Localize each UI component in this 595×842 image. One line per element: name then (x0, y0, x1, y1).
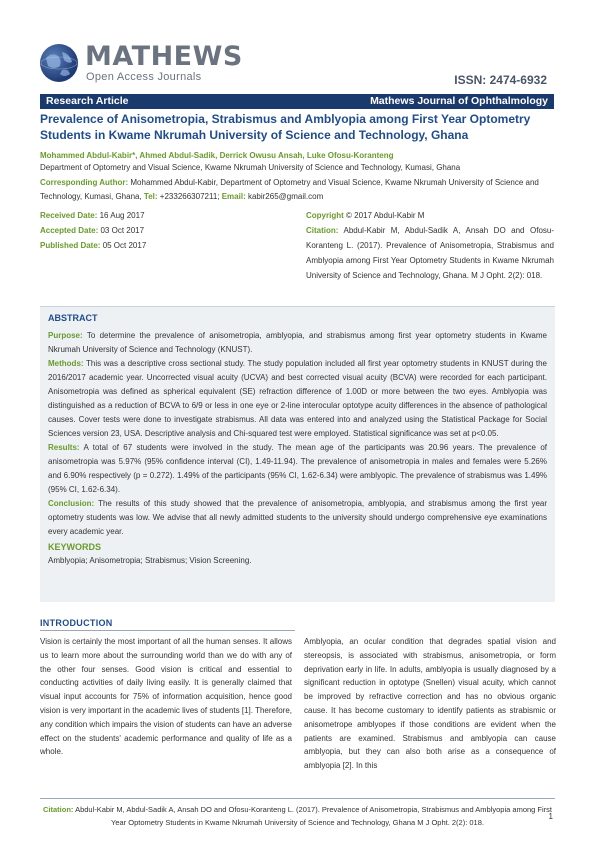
article-type: Research Article (46, 95, 129, 107)
purpose-label: Purpose: (48, 331, 83, 340)
copyright-citation-block (306, 208, 554, 283)
received-label: Received Date: (40, 211, 98, 220)
results-label: Results: (48, 443, 80, 452)
citation-line (306, 223, 554, 283)
received-date (40, 208, 300, 223)
abstract-methods (48, 357, 547, 441)
journal-name: Mathews Journal of Ophthalmology (370, 95, 548, 107)
tel-value: +233266307211 (159, 192, 218, 201)
introduction-column-1: Vision is certainly the most important of all the human senses. It allows us to learn more about the surrounding world than we do with any of the other four senses. Good vision is critical and essential to conducting activities of daily living easily. It is generally claimed that visual input accounts for 75% of information acquisition, hence good vision is very important in the academic lives of students [1]. Therefore, any condition which impairs the vision of students can have an adverse effect on the students' academic performance and quality of life as a whole. (40, 637, 292, 757)
conclusion-label: Conclusion: (48, 499, 95, 508)
introduction-heading: INTRODUCTION (40, 618, 295, 631)
abstract-conclusion (48, 497, 547, 539)
article-type-bar (40, 94, 554, 109)
methods-label: Methods: (48, 359, 84, 368)
corresponding-text: Mohammed Abdul-Kabir, Department of Optometry and Visual Science, Kwame Nkrumah University of Science and Technology, Kumasi, Ghana, (40, 178, 539, 201)
published-date (40, 238, 300, 253)
keywords-heading: KEYWORDS (48, 542, 102, 552)
published-value: 05 Oct 2017 (102, 241, 147, 250)
abstract-box (40, 306, 555, 602)
footer-citation-label: Citation: (42, 805, 74, 814)
abstract-heading: ABSTRACT (48, 313, 98, 323)
author-list: Mohammed Abdul-Kabir*, Ahmed Abdul-Sadik, Derrick Owusu Ansah, Luke Ofosu-Koranteng (40, 151, 394, 160)
journal-logo (40, 41, 243, 83)
citation-label: Citation: (306, 226, 339, 235)
methods-text: This was a descriptive cross sectional study. The study population included all first year optometry students in KNUST during the 2016/2017 academic year. Uncorrected visual acuity (UCVA) and best corrected visual acuity (BCVA) were recorded for each participant. Anisometropia was defined as spherical equivalent (SE) refraction difference of 1.00D or more between the two eyes. Amblyopia was distinguished as a reduction of BCVA to 6/9 or less in one eye or 2-line interocular optotype acuity differences in the absence of pathological causes. Cover tests were done to investigate strabismus. All data was entered into and analyzed using the Statistical Package for Social Sciences version 23, USA. Descriptive analysis and Chi-squared test were employed. Statistical significance was set at p<0.05. (48, 359, 548, 438)
keywords-list: Amblyopia; Anisometropia; Strabismus; Vision Screening. (48, 556, 252, 565)
abstract-purpose (48, 329, 547, 357)
purpose-text: To determine the prevalence of anisometropia, amblyopia, and strabismus among first year optometry students in Kwame Nkrumah University of Science and Technology (KNUST). (48, 331, 547, 354)
dates-block (40, 208, 300, 253)
published-label: Published Date: (40, 241, 101, 250)
logo-name: MATHEWS (85, 41, 243, 72)
globe-logo-icon (40, 44, 78, 82)
tel-label: Tel: (143, 192, 158, 201)
introduction-column-2: Amblyopia, an ocular condition that degrades spatial vision and stereopsis, is associated with strabismus, anisometropia, or form deprivation early in life. In adults, amblyopia is usually diagnosed by a significant reduction in optotype (Snellen) visual acuity, which cannot be improved by refractive correction and has no obvious organic cause. It has become customary to identify patients as strabismic or anisometrope amblyopes if those conditions are evident when the patients are examined. Strabismus and amblyopia can cause amblyopia, but they can also both arise as a consequence of amblyopia [2]. In this (304, 637, 556, 771)
issn: ISSN: 2474-6932 (454, 73, 547, 87)
logo-tagline: Open Access Journals (86, 71, 202, 83)
email-label: Email: (221, 192, 246, 201)
results-text: A total of 67 students were involved in the study. The mean age of the participants was 20.96 years. The prevalence of anisometropia was 5.97% (95% confidence interval (CI), 1.49-11.94). The prevalence of anisometropia in males and females were 5.26% and 6.90% respectively (p = 0.272). 1.49% of the participants (95% CI, 1.62-6.34) were amblyopic. The prevalence of strabismus was 1.49% (95% CI, 1.62-6.34). (48, 443, 548, 494)
abstract-results (48, 441, 547, 497)
affiliation: Department of Optometry and Visual Science, Kwame Nkrumah University of Science and Technology, Kumasi, Ghana (40, 163, 461, 172)
accepted-value: 03 Oct 2017 (100, 226, 145, 235)
email-link[interactable]: kabir265@gmail.com (247, 192, 324, 201)
footer-citation-text: Abdul-Kabir M, Abdul-Sadik A, Ansah DO and Ofosu-Koranteng L. (2017). Prevalence of Anisometropia, Strabismus and Amblyopia among First Year Optometry Students in Kwame Nkrumah University of Science and Technology, Ghana M J Opht. 2(2): 018. (75, 805, 552, 827)
corresponding-author: Corresponding Author: Mohammed Abdul-Kabir, Department of Optometry and Visual Science, Kwame Nkrumah University of Science and Technology, Kumasi, Ghana, Tel: +233266307211; Email: kabir265@gmail.com (40, 178, 539, 201)
corresponding-label: Corresponding Author: (40, 178, 129, 187)
page-number: 1 (548, 812, 553, 821)
article-title: Prevalence of Anisometropia, Strabismus and Amblyopia among First Year Optometry Students in Kwame Nkrumah University of Science and Technology, Ghana (40, 112, 531, 142)
received-value: 16 Aug 2017 (99, 211, 145, 220)
citation-text: Abdul-Kabir M, Abdul-Sadik A, Ansah DO and Ofosu-Koranteng L. (2017). Prevalence of Anisometropia, Strabismus and Amblyopia among First Year Optometry Students in Kwame Nkrumah University of Science and Technology, Ghana. M J Opht. 2(2): 018. (306, 226, 554, 280)
copyright-text: © 2017 Abdul-Kabir M (346, 211, 425, 220)
conclusion-text: The results of this study showed that the prevalence of anisometropia, amblyopia, and strabismus among the first year optometry students was low. We advise that all newly admitted students to the university should undergo comprehensive eye examinations every academic year. (48, 499, 548, 536)
copyright-line (306, 208, 554, 223)
footer-citation (40, 798, 555, 829)
accepted-date (40, 223, 300, 238)
accepted-label: Accepted Date: (40, 226, 99, 235)
copyright-label: Copyright (306, 211, 344, 220)
